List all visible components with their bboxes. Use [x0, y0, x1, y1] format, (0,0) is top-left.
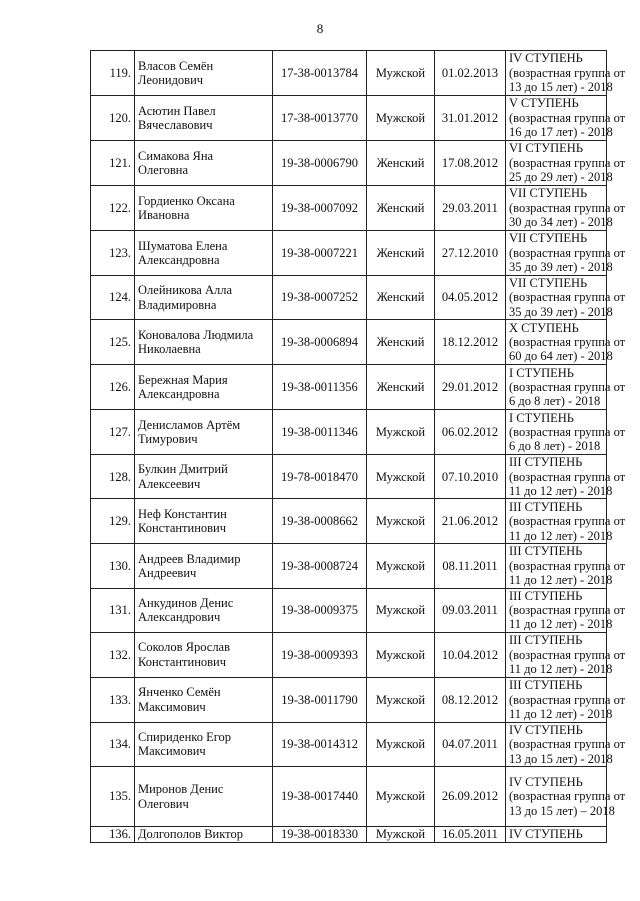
uin-cell: [273, 827, 367, 842]
uin-cell: [273, 51, 367, 96]
row-number-cell: [91, 51, 135, 96]
level-text: III СТУПЕНЬ: [509, 633, 583, 648]
level-text: (возрастная группа от: [509, 335, 626, 350]
level-cell: [506, 276, 626, 320]
gender-text: Женский: [376, 290, 425, 305]
uin-text: 19-38-0017440: [280, 789, 359, 804]
gender-cell: [367, 365, 435, 410]
gender-text: Мужской: [375, 692, 426, 707]
uin-cell: [273, 141, 367, 186]
birth-date-text: 07.10.2010: [441, 469, 499, 484]
birth-date-cell: [435, 677, 506, 722]
row-number-cell: [91, 827, 135, 842]
level-text: (возрастная группа от: [509, 290, 626, 305]
level-text: (возрастная группа от: [509, 110, 626, 125]
full-name-text: Андреев Владимир: [138, 551, 241, 566]
birth-date-text: 08.12.2012: [441, 692, 499, 707]
row-number-text: 130.: [109, 558, 131, 573]
gender-text: Мужской: [375, 789, 426, 804]
birth-date-cell: [435, 632, 506, 677]
uin-cell: [273, 499, 367, 544]
gender-cell: [367, 96, 435, 141]
level-text: III СТУПЕНЬ: [509, 588, 583, 603]
full-name-text: Миронов Денис: [138, 782, 224, 797]
full-name-text: Александрович: [138, 610, 221, 625]
level-cell: [506, 96, 626, 141]
table-row: [91, 588, 607, 632]
full-name-text: Андреевич: [138, 566, 197, 581]
level-text: III СТУПЕНЬ: [509, 499, 583, 514]
full-name-text: Неф Константин: [138, 507, 227, 522]
level-text: 11 до 12 лет) - 2018: [509, 662, 613, 677]
level-cell: [506, 365, 626, 410]
full-name-cell: [135, 51, 273, 96]
uin-text: 19-38-0006790: [280, 155, 359, 170]
level-text: III СТУПЕНЬ: [509, 678, 583, 693]
row-number-cell: [91, 231, 135, 276]
birth-date-text: 04.07.2011: [442, 737, 498, 752]
level-text: III СТУПЕНЬ: [509, 544, 583, 559]
birth-date-cell: [435, 588, 506, 632]
uin-cell: [273, 632, 367, 677]
level-text: 25 до 29 лет) - 2018: [509, 170, 613, 185]
uin-cell: [273, 544, 367, 588]
gender-cell: [367, 544, 435, 588]
level-text: (возрастная группа от: [509, 558, 626, 573]
gender-text: Мужской: [375, 110, 426, 125]
birth-date-text: 10.04.2012: [441, 647, 499, 662]
full-name-text: Александровна: [138, 253, 220, 267]
gender-cell: [367, 632, 435, 677]
full-name-text: Долгополов Виктор: [138, 827, 243, 842]
row-number-text: 133.: [109, 692, 131, 707]
table-row: [91, 96, 607, 141]
uin-cell: [273, 231, 367, 276]
uin-text: 19-38-0008662: [280, 514, 359, 529]
level-text: 13 до 15 лет) - 2018: [509, 80, 613, 95]
level-cell: [506, 410, 626, 455]
gender-text: Женский: [376, 335, 425, 350]
row-number-text: 122.: [109, 200, 131, 215]
gender-cell: [367, 767, 435, 827]
row-number-text: 124.: [109, 290, 131, 305]
gender-cell: [367, 276, 435, 320]
uin-text: 19-38-0011346: [281, 425, 358, 440]
uin-text: 19-38-0008724: [280, 558, 359, 573]
level-text: IV СТУПЕНЬ: [509, 722, 583, 737]
level-text: 16 до 17 лет) - 2018: [509, 125, 613, 140]
level-text: (возрастная группа от: [509, 789, 626, 804]
level-cell: [506, 499, 626, 544]
table-row: [91, 455, 607, 499]
table-row: [91, 365, 607, 410]
level-text: 60 до 64 лет) - 2018: [509, 349, 613, 364]
table-row: [91, 320, 607, 365]
row-number-cell: [91, 677, 135, 722]
level-text: IV СТУПЕНЬ: [509, 51, 583, 66]
full-name-cell: [135, 632, 273, 677]
full-name-text: Алексеевич: [138, 476, 201, 491]
gender-cell: [367, 499, 435, 544]
gender-text: Мужской: [375, 603, 426, 618]
level-cell: [506, 320, 626, 365]
full-name-cell: [135, 141, 273, 186]
table-row: [91, 186, 607, 231]
gender-cell: [367, 231, 435, 276]
row-number-cell: [91, 96, 135, 141]
uin-text: 19-38-0011790: [281, 692, 358, 707]
birth-date-cell: [435, 827, 506, 842]
gender-cell: [367, 410, 435, 455]
level-cell: [506, 51, 626, 96]
uin-cell: [273, 320, 367, 365]
row-number-cell: [91, 632, 135, 677]
uin-cell: [273, 365, 367, 410]
full-name-text: Константинович: [138, 521, 227, 536]
full-name-cell: [135, 231, 273, 276]
full-name-cell: [135, 588, 273, 632]
full-name-cell: [135, 320, 273, 365]
uin-text: 19-38-0006894: [280, 335, 359, 350]
full-name-text: Соколов Ярослав: [138, 640, 231, 655]
level-text: 11 до 12 лет) - 2018: [509, 707, 613, 722]
level-cell: [506, 186, 626, 231]
row-number-cell: [91, 499, 135, 544]
level-cell: [506, 767, 626, 827]
full-name-cell: [135, 677, 273, 722]
birth-date-cell: [435, 141, 506, 186]
full-name-text: Максимович: [138, 699, 206, 714]
table-row: [91, 410, 607, 455]
row-number-text: 135.: [109, 789, 131, 804]
full-name-cell: [135, 767, 273, 827]
level-cell: [506, 632, 626, 677]
level-text: (возрастная группа от: [509, 737, 626, 752]
birth-date-text: 16.05.2011: [442, 827, 498, 842]
full-name-text: Олеговна: [138, 163, 189, 177]
uin-cell: [273, 410, 367, 455]
full-name-text: Олегович: [138, 796, 189, 811]
row-number-cell: [91, 722, 135, 766]
level-text: 35 до 39 лет) - 2018: [509, 260, 613, 275]
gender-cell: [367, 827, 435, 842]
full-name-text: Константинович: [138, 654, 227, 669]
birth-date-cell: [435, 320, 506, 365]
birth-date-text: 09.03.2011: [442, 603, 498, 618]
gender-text: Женский: [376, 200, 425, 215]
row-number-text: 126.: [109, 380, 131, 395]
full-name-text: Шуматова Елена: [138, 238, 228, 253]
full-name-text: Владимировна: [138, 297, 217, 312]
full-name-text: Спириденко Егор: [138, 730, 232, 745]
page-number: 8: [316, 21, 324, 36]
level-text: 6 до 8 лет) - 2018: [509, 394, 601, 409]
uin-text: 19-78-0018470: [280, 469, 359, 484]
table-row: [91, 767, 607, 827]
row-number-cell: [91, 320, 135, 365]
gender-cell: [367, 141, 435, 186]
level-text: 35 до 39 лет) - 2018: [509, 304, 613, 319]
full-name-text: Николаевна: [138, 342, 201, 357]
level-cell: [506, 588, 626, 632]
level-text: IV СТУПЕНЬ: [509, 774, 583, 789]
gender-text: Женский: [376, 245, 425, 260]
row-number-cell: [91, 544, 135, 588]
birth-date-cell: [435, 499, 506, 544]
level-text: (возрастная группа от: [509, 200, 626, 215]
level-text: VI СТУПЕНЬ: [509, 141, 584, 156]
row-number-text: 119.: [109, 65, 131, 80]
full-name-text: Ивановна: [138, 208, 190, 222]
full-name-text: Вячеславович: [138, 118, 213, 132]
row-number-text: 131.: [109, 603, 131, 618]
row-number-text: 120.: [109, 110, 131, 125]
uin-cell: [273, 588, 367, 632]
birth-date-cell: [435, 767, 506, 827]
full-name-text: Гордиенко Оксана: [138, 193, 235, 208]
gender-cell: [367, 320, 435, 365]
uin-text: 19-38-0009393: [280, 647, 359, 662]
level-text: IV СТУПЕНЬ: [509, 827, 583, 842]
full-name-cell: [135, 365, 273, 410]
table-row: [91, 544, 607, 588]
level-text: V СТУПЕНЬ: [509, 96, 579, 111]
row-number-cell: [91, 276, 135, 320]
full-name-text: Коновалова Людмила: [138, 327, 254, 342]
uin-text: 17-38-0013770: [280, 110, 359, 125]
birth-date-text: 31.01.2012: [441, 110, 499, 125]
gender-text: Мужской: [375, 65, 426, 80]
level-text: (возрастная группа от: [509, 692, 626, 707]
level-text: (возрастная группа от: [509, 514, 626, 529]
birth-date-text: 26.09.2012: [441, 789, 499, 804]
table-row: [91, 722, 607, 766]
uin-text: 17-38-0013784: [280, 65, 359, 80]
row-number-text: 129.: [109, 514, 131, 529]
full-name-cell: [135, 410, 273, 455]
birth-date-text: 29.03.2011: [442, 200, 498, 215]
level-text: (возрастная группа от: [509, 245, 626, 260]
full-name-text: Булкин Дмитрий: [138, 462, 228, 477]
level-text: VII СТУПЕНЬ: [509, 231, 588, 246]
full-name-text: Бережная Мария: [138, 372, 228, 387]
row-number-cell: [91, 365, 135, 410]
gender-cell: [367, 677, 435, 722]
full-name-cell: [135, 186, 273, 231]
full-name-cell: [135, 499, 273, 544]
row-number-text: 134.: [109, 737, 131, 752]
row-number-text: 121.: [109, 155, 131, 170]
uin-cell: [273, 96, 367, 141]
birth-date-text: 18.12.2012: [441, 335, 499, 350]
full-name-text: Александровна: [138, 387, 220, 402]
gender-text: Мужской: [375, 469, 426, 484]
birth-date-text: 17.08.2012: [441, 155, 499, 170]
birth-date-cell: [435, 231, 506, 276]
level-cell: [506, 722, 626, 766]
row-number-cell: [91, 410, 135, 455]
level-cell: [506, 231, 626, 276]
gender-text: Мужской: [375, 425, 426, 440]
full-name-text: Максимович: [138, 744, 206, 759]
level-cell: [506, 827, 607, 842]
full-name-text: Тимурович: [138, 432, 198, 447]
uin-cell: [273, 276, 367, 320]
gender-text: Женский: [376, 380, 425, 395]
full-name-cell: [135, 827, 273, 842]
uin-text: 19-38-0007092: [280, 200, 359, 215]
uin-text: 19-38-0007252: [280, 290, 359, 305]
level-text: X СТУПЕНЬ: [509, 320, 579, 335]
full-name-cell: [135, 722, 273, 766]
table-row: [91, 276, 607, 320]
gender-text: Мужской: [375, 827, 426, 842]
full-name-text: Асютин Павел: [138, 103, 216, 118]
uin-text: 19-38-0009375: [280, 603, 359, 618]
level-text: 11 до 12 лет) - 2018: [509, 484, 613, 499]
birth-date-cell: [435, 455, 506, 499]
table-row: [91, 632, 607, 677]
row-number-text: 123.: [109, 245, 131, 260]
birth-date-cell: [435, 186, 506, 231]
row-number-cell: [91, 455, 135, 499]
row-number-cell: [91, 767, 135, 827]
level-text: (возрастная группа от: [509, 380, 626, 395]
birth-date-text: 21.06.2012: [441, 514, 499, 529]
uin-cell: [273, 677, 367, 722]
level-text: VII СТУПЕНЬ: [509, 276, 588, 290]
gender-text: Мужской: [375, 647, 426, 662]
full-name-cell: [135, 455, 273, 499]
full-name-text: Власов Семён: [138, 58, 214, 73]
row-number-text: 128.: [109, 469, 131, 484]
birth-date-text: 01.02.2013: [441, 65, 499, 80]
row-number-text: 125.: [109, 335, 131, 350]
birth-date-cell: [435, 276, 506, 320]
full-name-text: Анкудинов Денис: [138, 595, 234, 610]
level-text: (возрастная группа от: [509, 65, 626, 80]
row-number-cell: [91, 588, 135, 632]
full-name-text: Денисламов Артём: [138, 417, 241, 432]
level-text: I СТУПЕНЬ: [509, 365, 574, 380]
table-row: [91, 231, 607, 276]
gender-cell: [367, 51, 435, 96]
row-number-text: 136.: [109, 827, 131, 842]
level-cell: [506, 677, 626, 722]
level-cell: [506, 544, 626, 588]
level-text: (возрастная группа от: [509, 425, 626, 440]
full-name-cell: [135, 276, 273, 320]
gender-text: Мужской: [375, 558, 426, 573]
birth-date-cell: [435, 96, 506, 141]
uin-cell: [273, 767, 367, 827]
level-cell: [506, 141, 626, 186]
table-row: [91, 499, 607, 544]
row-number-text: 127.: [109, 425, 131, 440]
birth-date-cell: [435, 722, 506, 766]
level-text: I СТУПЕНЬ: [509, 410, 574, 425]
level-text: 30 до 34 лет) - 2018: [509, 215, 613, 230]
level-text: (возрастная группа от: [509, 155, 626, 170]
uin-text: 19-38-0007221: [280, 245, 359, 260]
level-text: 13 до 15 лет) – 2018: [509, 803, 615, 818]
uin-cell: [273, 455, 367, 499]
table-row: [91, 141, 607, 186]
full-name-text: Симакова Яна: [138, 148, 214, 163]
level-cell: [506, 455, 626, 499]
birth-date-cell: [435, 51, 506, 96]
level-text: 11 до 12 лет) - 2018: [509, 617, 613, 632]
uin-cell: [273, 186, 367, 231]
gender-text: Мужской: [375, 514, 426, 529]
full-name-cell: [135, 96, 273, 141]
uin-text: 19-38-0011356: [281, 380, 358, 395]
gender-cell: [367, 588, 435, 632]
full-name-text: Леонидович: [138, 73, 204, 87]
full-name-text: Янченко Семён: [138, 685, 221, 700]
uin-cell: [273, 722, 367, 766]
table-row: [91, 51, 607, 96]
level-text: (возрастная группа от: [509, 469, 626, 484]
uin-text: 19-38-0018330: [280, 827, 359, 842]
birth-date-cell: [435, 365, 506, 410]
table-row: [91, 677, 607, 722]
level-text: (возрастная группа от: [509, 647, 626, 662]
birth-date-text: 08.11.2011: [442, 558, 498, 573]
uin-text: 19-38-0014312: [280, 737, 359, 752]
row-number-text: 132.: [109, 647, 131, 662]
gender-cell: [367, 186, 435, 231]
row-number-cell: [91, 141, 135, 186]
birth-date-text: 06.02.2012: [441, 425, 499, 440]
full-name-cell: [135, 544, 273, 588]
birth-date-text: 27.12.2010: [441, 245, 499, 260]
table-row: [91, 827, 607, 842]
gender-cell: [367, 722, 435, 766]
full-name-text: Олейникова Алла: [138, 283, 233, 298]
birth-date-text: 04.05.2012: [441, 290, 499, 305]
birth-date-cell: [435, 410, 506, 455]
registry-table: [90, 50, 626, 843]
level-text: III СТУПЕНЬ: [509, 455, 583, 470]
level-text: 13 до 15 лет) - 2018: [509, 751, 613, 766]
gender-cell: [367, 455, 435, 499]
gender-text: Мужской: [375, 737, 426, 752]
level-text: VII СТУПЕНЬ: [509, 186, 588, 201]
birth-date-text: 29.01.2012: [441, 380, 499, 395]
level-text: 11 до 12 лет) - 2018: [509, 528, 613, 543]
level-text: 11 до 12 лет) - 2018: [509, 573, 613, 588]
birth-date-cell: [435, 544, 506, 588]
level-text: 6 до 8 лет) - 2018: [509, 439, 601, 454]
row-number-cell: [91, 186, 135, 231]
registry-table-body: [91, 51, 626, 843]
gender-text: Женский: [376, 155, 425, 170]
level-text: (возрастная группа от: [509, 603, 626, 618]
